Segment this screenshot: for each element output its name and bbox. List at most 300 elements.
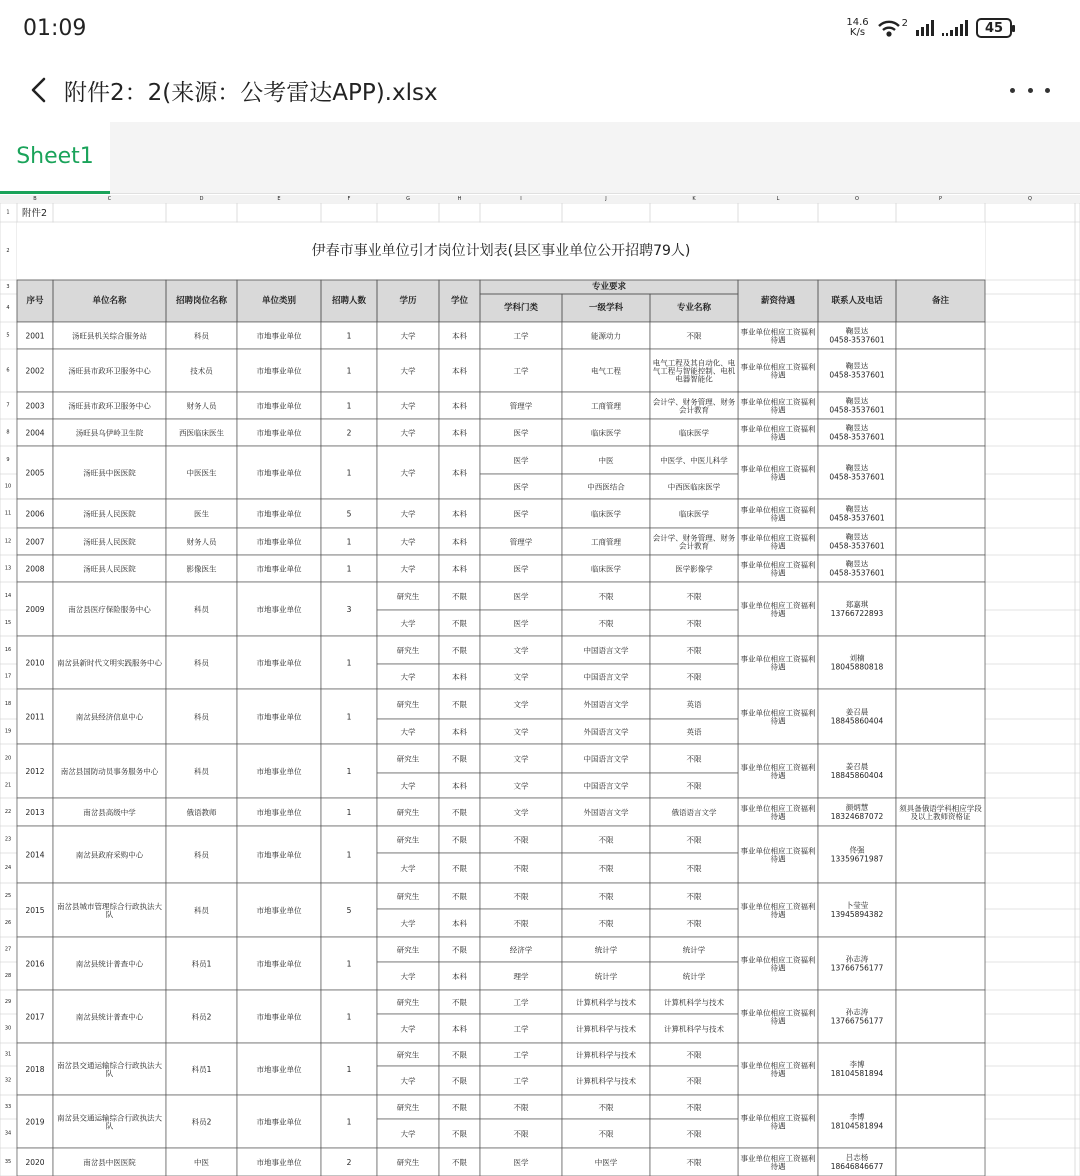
cell-contact-name: 卜莹莹 — [845, 901, 869, 910]
cell-first-level-text — [591, 508, 621, 518]
cell-degree — [452, 1129, 467, 1138]
cell-line: 不限 — [686, 645, 702, 655]
cell-major — [687, 619, 702, 628]
cell-first-level-text — [599, 455, 614, 465]
cell-first-level — [599, 864, 614, 873]
cell-line: 会计教育 — [679, 540, 709, 550]
cell-line: 备注 — [931, 296, 950, 306]
cell-line: 大学 — [400, 727, 416, 736]
cell-unit-text — [83, 508, 136, 518]
cell-line: 2006 — [25, 509, 45, 518]
cell-line: 大学 — [400, 468, 416, 477]
cell-count — [347, 468, 352, 477]
cell-degree — [452, 646, 467, 655]
cell-line: 1 — [346, 712, 352, 721]
cell-contact-phone: 18845860404 — [830, 716, 884, 726]
cell-contact-name: 鞠昱达 — [845, 423, 869, 433]
cell-line: 2017 — [25, 1012, 45, 1021]
cell-degree-text — [452, 726, 467, 736]
back-arrow-icon[interactable] — [24, 74, 52, 106]
cell-line: 管理学 — [509, 401, 533, 410]
cell-line: 科员 — [194, 850, 209, 859]
cell-major — [687, 919, 702, 928]
header-salary-text — [761, 295, 796, 306]
cell-education-text — [401, 400, 416, 410]
cell-first-level-text — [576, 1023, 636, 1033]
cell-line: 待遇 — [770, 540, 786, 550]
cell-post-text — [192, 1064, 212, 1074]
row-number: 26 — [4, 920, 12, 926]
cell-line: 研究生 — [396, 945, 420, 954]
cell-line: 中国语言文学 — [583, 754, 629, 763]
cell-first-level-text — [595, 944, 618, 954]
cell-seq-text — [25, 401, 44, 410]
cell-line: 市地事业单位 — [256, 509, 302, 518]
cell-degree — [452, 1158, 467, 1167]
cell-line: 不限 — [452, 807, 467, 817]
cell-discipline — [514, 618, 529, 628]
row-number: 20 — [4, 755, 12, 762]
cell-major — [687, 672, 702, 681]
cell-first-level-text — [584, 753, 629, 763]
cell-line: 薪资待遇 — [760, 296, 796, 306]
cell-first-level — [584, 807, 629, 817]
cell-education — [397, 1102, 420, 1112]
cell-major — [668, 481, 721, 491]
document-title: 附件2：2(来源：公考雷达APP).xlsx — [64, 80, 438, 106]
cell-line: 2002 — [25, 366, 45, 375]
cell-education-text — [397, 891, 420, 901]
cell-line: 汤旺县机关综合服务站 — [72, 331, 147, 340]
cell-unit — [68, 400, 151, 410]
cell-line: 序号 — [26, 296, 44, 306]
cell-line: 2012 — [25, 766, 45, 776]
column-letter: L — [776, 196, 780, 202]
cell-first-level-text — [576, 1075, 636, 1085]
cell-seq-text — [25, 767, 44, 776]
cell-line: 临床医学 — [679, 509, 709, 518]
cell-line: 市地事业单位 — [256, 1117, 302, 1126]
cell-seq — [25, 712, 44, 721]
cell-first-level — [599, 919, 614, 928]
cell-first-level — [591, 330, 621, 340]
cell-unit — [83, 536, 136, 546]
cell-line: 不限 — [452, 945, 467, 954]
cell-line: 事业单位相应工资福利 — [740, 803, 816, 813]
cell-education — [401, 863, 416, 873]
cell-discipline — [514, 892, 529, 901]
cell-line: 学科门类 — [503, 303, 539, 313]
cell-education — [397, 807, 420, 817]
cell-unit-text — [68, 400, 151, 410]
cell-line: 专业要求 — [591, 282, 627, 292]
cell-category — [257, 1157, 302, 1167]
cell-line: 事业单位相应工资福利 — [740, 1008, 816, 1018]
cell-count-text — [347, 428, 352, 437]
cell-category-text — [257, 1011, 302, 1021]
cell-category-text — [257, 958, 302, 968]
cell-count — [347, 906, 352, 915]
cell-count — [347, 1012, 352, 1021]
cell-discipline-text — [514, 645, 529, 655]
cell-category-text — [257, 657, 302, 667]
cell-first-level — [591, 427, 621, 437]
row-number: 14 — [4, 593, 12, 599]
cell-first-level — [599, 1103, 614, 1112]
cell-contact-phone: 13945894382 — [830, 910, 884, 919]
row-number: 15 — [4, 620, 12, 626]
cell-line: 气工程与智能控制、电机 — [652, 366, 736, 375]
cell-contact-phone: 18045880818 — [830, 662, 884, 672]
cell-discipline-text — [514, 563, 529, 573]
cell-line: 南岔县中医医院 — [83, 1157, 136, 1167]
cell-line: 本科 — [452, 468, 467, 477]
cell-line: 汤旺县中医医院 — [83, 468, 136, 477]
cell-discipline — [514, 481, 529, 491]
cell-line: 1 — [346, 807, 352, 817]
cell-line: 单位类别 — [261, 296, 297, 306]
cell-unit — [61, 766, 159, 776]
cell-category — [257, 400, 302, 410]
cell-count — [347, 428, 352, 437]
header-post — [175, 295, 228, 306]
cell-category-text — [257, 807, 302, 817]
cell-education-text — [401, 427, 416, 437]
cell-category-text — [257, 365, 302, 375]
cell-major-text — [672, 807, 717, 817]
cell-post — [192, 1116, 212, 1126]
cell-count-text — [347, 366, 352, 375]
cell-line: 2 — [346, 1157, 352, 1167]
cell-major — [687, 781, 702, 790]
cell-unit — [68, 604, 151, 614]
cell-line: 待遇 — [770, 512, 786, 522]
cell-line: 南岔县统计普查中心 — [75, 1012, 144, 1021]
cell-discipline — [514, 1129, 529, 1138]
cell-line: 文学 — [513, 645, 529, 655]
cell-major-text — [687, 726, 702, 736]
cell-line: 大学 — [400, 1076, 416, 1085]
cell-contact-phone: 13766722893 — [830, 609, 884, 618]
cell-seq — [25, 1117, 44, 1126]
cell-line: 联系人及电话 — [831, 296, 883, 306]
cell-seq-text — [25, 428, 44, 437]
cell-line: 本科 — [452, 331, 467, 340]
cell-education-text — [397, 1049, 420, 1059]
cell-education-text — [401, 467, 416, 477]
cell-unit — [83, 807, 136, 817]
cell-contact-phone: 18646846677 — [830, 1162, 884, 1171]
cell-count-text — [347, 1117, 352, 1126]
cell-line: 本科 — [452, 428, 467, 437]
cell-line: 电器智能化 — [675, 373, 713, 383]
cell-count-text — [347, 712, 352, 721]
cell-line: 中西医结合 — [587, 482, 625, 491]
header-salary — [761, 295, 796, 306]
cell-line: 市地事业单位 — [256, 1157, 302, 1167]
cell-count-text — [347, 1065, 352, 1074]
cell-line: 中医学 — [594, 1157, 618, 1167]
cell-first-level-text — [584, 726, 629, 736]
cell-first-level-text — [591, 427, 621, 437]
cell-line: 待遇 — [770, 1015, 786, 1025]
cell-seq-text — [25, 959, 44, 968]
cell-count-text — [347, 658, 352, 667]
cell-line: 不限 — [452, 1076, 467, 1085]
cell-line: 1 — [346, 1012, 352, 1021]
signal-icon — [942, 20, 968, 36]
cell-degree — [452, 835, 467, 844]
table-cell — [896, 582, 985, 636]
cell-unit — [76, 849, 144, 859]
cell-post-text — [187, 400, 217, 410]
row-number: 8 — [6, 429, 10, 436]
cell-line: 学位 — [450, 296, 469, 306]
cell-line: 中医医生 — [186, 468, 217, 477]
cell-line: 外国语言文学 — [583, 807, 629, 817]
header-degree-text — [451, 295, 469, 306]
cell-line: 研究生 — [396, 1157, 420, 1167]
cell-line: 1 — [346, 959, 352, 968]
cell-line: 研究生 — [396, 835, 420, 844]
cell-post-text — [194, 766, 209, 776]
cell-education-text — [401, 863, 416, 873]
cell-major-text — [660, 455, 728, 465]
cell-line: 市地事业单位 — [256, 401, 302, 410]
cell-line: 南岔县统计普查中心 — [75, 959, 144, 968]
row-number: 11 — [4, 510, 12, 517]
cell-seq — [25, 658, 44, 667]
cell-category — [257, 604, 302, 614]
header-post-text — [175, 295, 228, 306]
cell-seq — [25, 959, 44, 968]
cell-line: 计算机科学与技术 — [576, 997, 636, 1007]
cell-line: 市地事业单位 — [256, 905, 302, 915]
cell-line: 南岔县高级中学 — [83, 807, 136, 817]
cell-line: 市地事业单位 — [256, 604, 302, 614]
cell-contact-phone: 18104581894 — [830, 1121, 884, 1131]
cell-discipline-text — [514, 1157, 529, 1167]
column-letter: F — [347, 196, 351, 202]
cell-degree-text — [452, 780, 467, 790]
cell-count-text — [347, 1158, 352, 1167]
cell-line: 1 — [346, 564, 352, 573]
cell-line: 电气工程 — [591, 366, 621, 375]
cell-line: 市地事业单位 — [256, 766, 302, 776]
cell-post — [187, 400, 217, 410]
cell-line: 影像医生 — [186, 564, 217, 573]
spreadsheet-grid[interactable] — [0, 195, 1080, 1176]
cell-first-level-text — [599, 835, 614, 844]
cell-major — [675, 563, 713, 573]
cell-discipline — [514, 455, 529, 465]
cell-degree-text — [452, 536, 467, 546]
cell-education-text — [401, 671, 416, 681]
cell-post-text — [187, 467, 217, 477]
row-number: 16 — [4, 647, 12, 653]
cell-discipline — [514, 1023, 529, 1033]
cell-seq-text — [25, 509, 44, 518]
cell-contact-name: 姜召晨 — [845, 707, 869, 717]
cell-category — [257, 508, 302, 518]
more-dots-icon[interactable] — [1010, 78, 1050, 102]
cell-line: 招聘岗位名称 — [175, 296, 228, 306]
cell-line: 科员 — [194, 712, 209, 721]
cell-category-text — [257, 1064, 302, 1074]
cell-degree — [452, 1023, 467, 1033]
cell-line: 研究生 — [396, 1050, 420, 1059]
row-number: 13 — [4, 565, 12, 572]
cell-unit-text — [72, 330, 147, 340]
cell-unit-text — [68, 365, 151, 375]
cell-discipline-text — [514, 1023, 529, 1033]
row-number: 23 — [4, 836, 12, 843]
cell-post-text — [194, 330, 209, 340]
cell-education-text — [401, 330, 416, 340]
cell-category — [257, 958, 302, 968]
cell-line: 不限 — [598, 918, 614, 928]
cell-seq — [25, 537, 44, 546]
cell-major — [679, 508, 709, 518]
cell-discipline — [514, 835, 529, 844]
cell-major-text — [687, 699, 702, 709]
cell-line: 临床医学 — [591, 509, 621, 518]
cell-line: 技术员 — [190, 366, 213, 375]
cell-discipline — [514, 645, 529, 655]
cell-major-text — [683, 944, 706, 954]
cell-major — [664, 997, 724, 1007]
cell-line: 1 — [346, 468, 352, 477]
cell-unit-text — [68, 604, 151, 614]
tab-sheet1[interactable]: Sheet1 — [0, 122, 110, 194]
cell-discipline-text — [514, 618, 529, 628]
cell-seq-text — [25, 850, 44, 859]
cell-post — [187, 467, 217, 477]
cell-first-level — [584, 780, 629, 790]
cell-first-level — [599, 835, 614, 844]
cell-category-text — [257, 400, 302, 410]
row-number: 5 — [6, 332, 10, 339]
cell-first-level — [584, 671, 629, 681]
cell-contact-name: 李博 — [849, 1060, 865, 1069]
row-number: 7 — [6, 402, 10, 409]
cell-contact-name: 佟强 — [849, 845, 865, 855]
cell-contact-phone: 0458-3537601 — [829, 432, 885, 442]
cell-unit-text — [61, 766, 159, 776]
cell-line: 南岔县政府采购中心 — [75, 850, 144, 859]
cell-first-level-text — [591, 330, 621, 340]
cell-first-level — [587, 481, 625, 491]
cell-line: 研究生 — [396, 1102, 420, 1112]
cell-education — [401, 971, 416, 981]
cell-unit-text — [76, 427, 144, 437]
cell-first-level-text — [599, 619, 614, 628]
cell-line: 研究生 — [396, 997, 420, 1007]
cell-degree-text — [452, 1129, 467, 1138]
row-number: 3 — [6, 284, 10, 290]
cell-post-text — [194, 508, 209, 518]
table-cell — [896, 1095, 985, 1148]
cell-degree — [452, 892, 467, 901]
cell-discipline-text — [514, 726, 529, 736]
cell-count — [347, 1117, 352, 1126]
header-contact-text — [830, 295, 883, 306]
cell-education — [401, 780, 416, 790]
cell-line: 2004 — [25, 428, 45, 437]
header-remarks — [932, 295, 950, 306]
cell-count-text — [347, 509, 352, 518]
cell-degree-text — [452, 508, 467, 518]
cell-degree-text — [452, 619, 467, 628]
cell-education — [401, 1128, 416, 1138]
cell-count-text — [347, 767, 352, 776]
cell-degree-text — [452, 563, 467, 573]
cell-first-level — [576, 1023, 636, 1033]
cell-first-level-text — [599, 1129, 614, 1138]
cell-line: 事业单位相应工资福利 — [740, 901, 816, 911]
cell-category-text — [257, 563, 302, 573]
cell-major-text — [687, 1076, 702, 1085]
cell-line: 科员1 — [191, 1064, 212, 1074]
cell-major-text — [687, 864, 702, 873]
cell-line: 待遇 — [770, 369, 786, 379]
status-bar — [0, 0, 1080, 62]
cell-line: 大学 — [400, 781, 416, 790]
cell-line: 待遇 — [770, 1161, 786, 1171]
cell-category-text — [257, 1116, 302, 1126]
cell-seq — [25, 808, 44, 817]
cell-line: 本科 — [452, 971, 467, 981]
row-number: 19 — [4, 728, 12, 735]
cell-discipline-text — [510, 400, 533, 410]
cell-line: 工商管理 — [591, 401, 621, 410]
cell-line: 市地事业单位 — [256, 658, 302, 667]
cell-line: 不限 — [513, 1129, 529, 1138]
cell-line: 研究生 — [396, 807, 420, 817]
cell-education-text — [401, 1075, 416, 1085]
cell-line: 汤旺县乌伊岭卫生院 — [75, 428, 144, 437]
cell-major-text — [687, 1129, 702, 1138]
table-cell — [896, 392, 985, 419]
cell-education — [401, 365, 416, 375]
table-cell — [896, 744, 985, 798]
cell-contact-name: 李博 — [849, 1112, 865, 1122]
cell-line: 1 — [346, 537, 352, 546]
cell-post-text — [192, 1011, 212, 1021]
cell-line: 财务人员 — [186, 401, 217, 410]
cell-first-level-text — [584, 807, 629, 817]
cell-line: 不限 — [452, 835, 467, 844]
header-contact — [830, 295, 883, 306]
cell-line: 文学 — [513, 781, 529, 790]
cell-discipline — [510, 944, 533, 954]
cell-line: 市地事业单位 — [256, 1012, 302, 1021]
row-number: 12 — [4, 538, 12, 545]
cell-degree-text — [452, 671, 467, 681]
cell-education — [397, 1049, 420, 1059]
cell-first-level — [599, 1129, 614, 1138]
cell-count — [347, 605, 352, 614]
cell-line: 须具备俄语学科相应学段 — [899, 803, 982, 813]
cell-count — [347, 564, 352, 573]
cell-line: 大学 — [400, 618, 416, 628]
cell-degree-text — [452, 864, 467, 873]
cell-line: 大学 — [400, 1129, 416, 1138]
cell-line: 科员 — [194, 604, 209, 614]
column-letter: H — [457, 196, 462, 202]
cell-line: 英语 — [686, 727, 702, 736]
cell-contact-name: 鞠昱达 — [845, 463, 869, 473]
